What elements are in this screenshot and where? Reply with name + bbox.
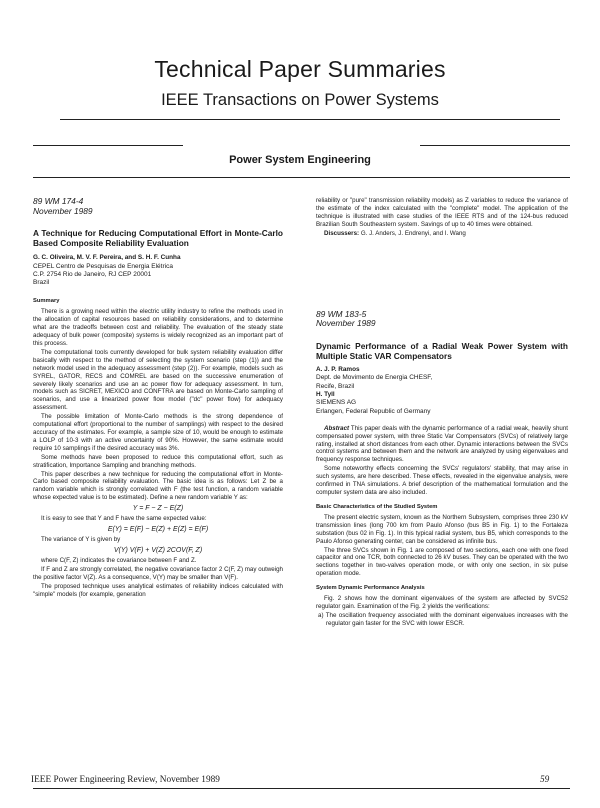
paper1-summary-heading: Summary: [33, 298, 60, 305]
paper2-affiliation-3: SIEMENS AG: [316, 399, 357, 407]
paper2-date: November 1989: [316, 318, 376, 329]
paper1-text: The variance of Y is given by: [41, 536, 121, 544]
page-subtitle: IEEE Transactions on Power Systems: [161, 91, 439, 109]
paper1-discussers: [316, 230, 568, 238]
paper1-paragraph: The possible limitation of Monte-Carlo methods is the strong dependence of computational effort (proportional to the number of samplings) with respect to the desired accuracy of the estimates. For example, a sample size of 10, would be enough to estimate a LOLP of 10-3 with an active uncertainty of 90%. However, the same estimate would require 10 samplings if the desired accuracy was 3%.: [33, 413, 283, 452]
paper1-continuation: reliability or "pure" transmission reliability models) as Z variables to reduce the variance of the estimate of the index calculated with the "complete" model. The application of the technique is illustrated with case studies of the IEEE RTS and of the 124-bus reduced Brazilian South Southeastern system. Savings of up to 40 times were obtained.: [316, 197, 568, 228]
paper2-paragraph: The present electric system, known as the Northern Subsystem, comprises three 230 kV transmission lines (long 700 km from Paulo Afonso (bus B5 in Fig. 1) to the Fortaleza substation (bus 02 in Fig. 1). In this typical radial system, bus B5, which corresponds to the Paulo Afonso generating center, can be considered as infinite bus.: [316, 513, 568, 545]
equation-1: Y = F − Z − E(Z): [132, 505, 184, 513]
paper2-id: 89 WM 183-5: [316, 308, 367, 319]
paper2-author-1: A. J. P. Ramos: [316, 365, 360, 373]
paper1-paragraph: The computational tools currently developed for bulk system reliability evaluation differ basically with respect to the method of selecting the system scenario (step (1)) and the network model used in the adequacy assessment (step (2)). For example, models such as SYREL, GATOR, RECS and COMREL are based on the successive enumeration of severely likely scenarios and use an ac power flow for adequacy assessment. In turn, models such as SICRET, MEXICO and CONFTRA are based on Monte-Carlo sampling of scenarios, and use a linearized power flow model ("dc" power flow) for adequacy assessment.: [33, 348, 283, 412]
paper2-affiliation-2: Recife, Brazil: [316, 382, 355, 390]
footer-journal: IEEE Power Engineering Review, November 1989: [31, 775, 220, 785]
page-title: Technical Paper Summaries: [154, 56, 446, 82]
heading-basic-characteristics: Basic Characteristics of the Studied System: [316, 503, 438, 510]
discussers-label: Discussers:: [324, 229, 360, 237]
footer-rule: [33, 788, 570, 789]
paper1-date: November 1989: [33, 205, 93, 216]
paper2-paragraph: Fig. 2 shows how the dominant eigenvalues of the system are affected by SVC52 regulator gain. Examination of the Fig. 2 yields the verifications:: [316, 595, 568, 611]
paper1-text: It is easy to see that Y and F have the same expected value:: [41, 515, 207, 523]
section-heading: Power System Engineering: [229, 154, 371, 166]
paper2-abstract: [316, 425, 568, 465]
paper1-paragraph: There is a growing need within the electric utility industry to refine the methods used in the allocation of capital resources based on reliability considerations, and to determine what are the tradeoffs between cost and reliability. The evaluation of the steady state adequacy of bulk power (composite) systems is widely recognized as an important part of this process.: [33, 308, 283, 348]
paper1-title: A Technique for Reducing Computational Effort in Monte-Carlo Based Composite Reliability Evaluation: [33, 228, 283, 249]
left-column: [33, 197, 283, 599]
paper1-authors: G. C. Oliveira, M. V. F. Pereira, and S. H. F. Cunha: [33, 254, 181, 262]
paper1-paragraph: where C(F, Z) indicates the covariance between F and Z.: [41, 556, 197, 564]
header-rule-top: [60, 119, 560, 120]
abstract-text: This paper deals with the dynamic performance of a radial weak, heavily shunt compensated power system, with three Static Var Compensators (SVCs) of relatively large rating, installed at short distances from each other. Dynamic interactions between the SVCs control systems and between them and the network are analyzed by using eigenvalues and frequency response techniques.: [316, 424, 568, 464]
page-number: 59: [540, 775, 550, 785]
paper2-paragraph: The three SVCs shown in Fig. 1 are composed of two sections, each one with one fixed capacitor and one TCR, both connected to 26 kV buses. They can be operated with the two sections together in two-valves operation mode, or with only one section, in six pulse operation mode.: [316, 546, 568, 578]
paper2-author-2: H. Tyll: [316, 390, 335, 398]
discussers-names: G. J. Anders, J. Endrenyi, and I. Wang: [360, 229, 466, 237]
paper1-affiliation-2: C.P. 2754 Rio de Janeiro, RJ CEP 20001: [33, 270, 152, 278]
paper1-affiliation-3: Brazil: [33, 279, 50, 287]
equation-2: E(Y) = E(F) − E(Z) + E(Z) = E(F): [107, 526, 209, 534]
paper1-affiliation-1: CEPEL Centro de Pesquisas de Energia Elétrica: [33, 262, 173, 270]
right-column: [316, 197, 568, 629]
paper1-paragraph: If F and Z are strongly correlated, the negative covariance factor 2 C(F, Z) may outweigh the positive factor V(Z). As a consequence, V(Y) may be smaller than V(F).: [33, 565, 283, 581]
paper2-affiliation-4: Erlangen, Federal Republic of Germany: [316, 407, 431, 415]
paper2-abstract-2: Some noteworthy effects concerning the SVCs' regulators' stability, that may arise in such systems, are here described. These effects, revealed in the eigenvalue analysis, were confirmed in TNA simulations. A brief description of the mathematical formulation and the computer system data are also included.: [316, 465, 568, 496]
heading-dynamic-performance: System Dynamic Performance Analysis: [316, 585, 425, 592]
paper1-paragraph: The proposed technique uses analytical estimates of reliability indices calculated with "simple" models (for example, generation: [33, 582, 283, 598]
list-item: a) The oscillation frequency associated with the dominant eigenvalues increases with the regulator gain faster for the SVC with lower ESCR.: [318, 611, 568, 627]
header-rule-right: [420, 145, 570, 146]
section-rule: [33, 177, 570, 178]
paper2-affiliation-1: Dept. de Movimento de Energia CHESF,: [316, 374, 433, 382]
paper1-paragraph: This paper describes a new technique for reducing the computational effort in Monte-Carlo based composite reliability evaluation. The basic idea is as follows: Let Z be a random variable which is strongly correlated with F (the test function, a random variable whose expected value is to be estimated). Define a new random variable Y as:: [33, 470, 283, 502]
paper1-paragraph: Some methods have been proposed to reduce this computational effort, such as stratification, Importance Sampling and branching methods.: [33, 453, 283, 469]
abstract-label: Abstract: [324, 424, 350, 432]
paper2-title: Dynamic Performance of a Radial Weak Power System with Multiple Static VAR Compensators: [316, 340, 568, 361]
equation-3: V(Y) V(F) + V(Z) 2COV(F, Z): [113, 546, 203, 554]
header-rule-left: [33, 145, 183, 146]
paper1-id: 89 WM 174-4: [33, 196, 84, 206]
